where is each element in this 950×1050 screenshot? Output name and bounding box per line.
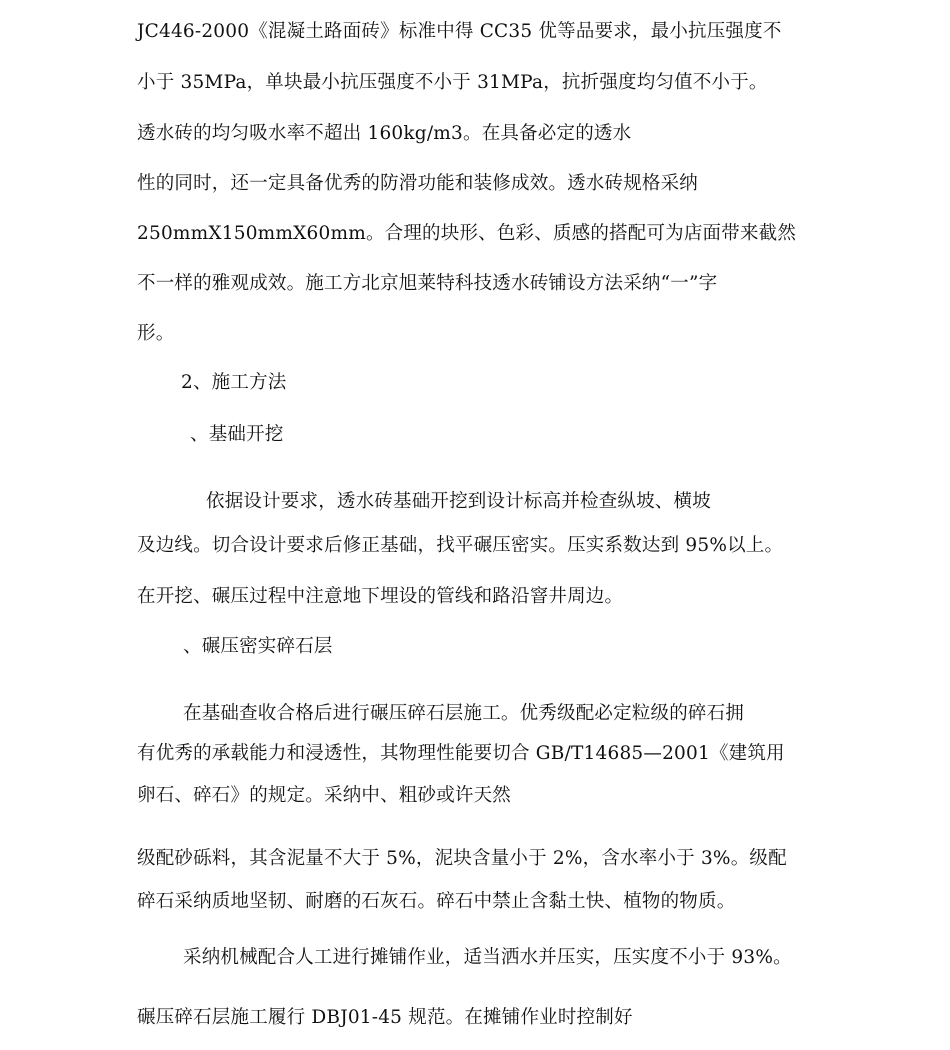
text-line: 小于 35MPa，单块最小抗压强度不小于 31MPa，抗折强度均匀值不小于。	[137, 72, 768, 93]
text-line: 性的同时，还一定具备优秀的防滑功能和装修成效。透水砖规格采纳	[137, 173, 699, 194]
text-line: 有优秀的承载能力和浸透性，其物理性能要切合 GB/T14685—2001《建筑用	[137, 743, 785, 764]
text-line: 卵石、碎石》的规定。采纳中、粗砂或许天然	[137, 785, 512, 806]
text-line: 形。	[137, 323, 175, 344]
text-line: 在开挖、碾压过程中注意地下埋设的管线和路沿窨井周边。	[137, 586, 624, 607]
text-line: 级配砂砾料，其含泥量不大于 5%，泥块含量小于 2%，含水率小于 3%。级配	[137, 848, 787, 869]
subsection-heading: 、基础开挖	[190, 424, 284, 445]
text-line: 透水砖的均匀吸水率不超出 160kg/m3。在具备必定的透水	[137, 123, 632, 144]
subsection-heading: 、碾压密实碎石层	[183, 636, 333, 657]
section-heading: 2、施工方法	[181, 372, 287, 393]
text-line: 采纳机械配合人工进行摊铺作业，适当洒水并压实，压实度不小于 93%。	[183, 947, 792, 968]
text-line: 不一样的雅观成效。施工方北京旭莱特科技透水砖铺设方法采纳“一”字	[137, 273, 718, 294]
text-line: 及边线。切合设计要求后修正基础，找平碾压密实。压实系数达到 95%以上。	[137, 535, 784, 556]
text-line: 碎石采纳质地坚韧、耐磨的石灰石。碎石中禁止含黏土快、植物的物质。	[137, 891, 736, 912]
text-line: 依据设计要求，透水砖基础开挖到设计标高并检查纵坡、横坡	[206, 491, 711, 512]
text-line: 在基础查收合格后进行碾压碎石层施工。优秀级配必定粒级的碎石拥	[183, 703, 745, 724]
text-line: 250mmX150mmX60mm。合理的块形、色彩、质感的搭配可为店面带来截然	[137, 223, 797, 244]
text-line: 碾压碎石层施工履行 DBJ01-45 规范。在摊铺作业时控制好	[137, 1007, 633, 1028]
text-line: JC446-2000《混凝土路面砖》标准中得 CC35 优等品要求，最小抗压强度不	[137, 21, 782, 42]
